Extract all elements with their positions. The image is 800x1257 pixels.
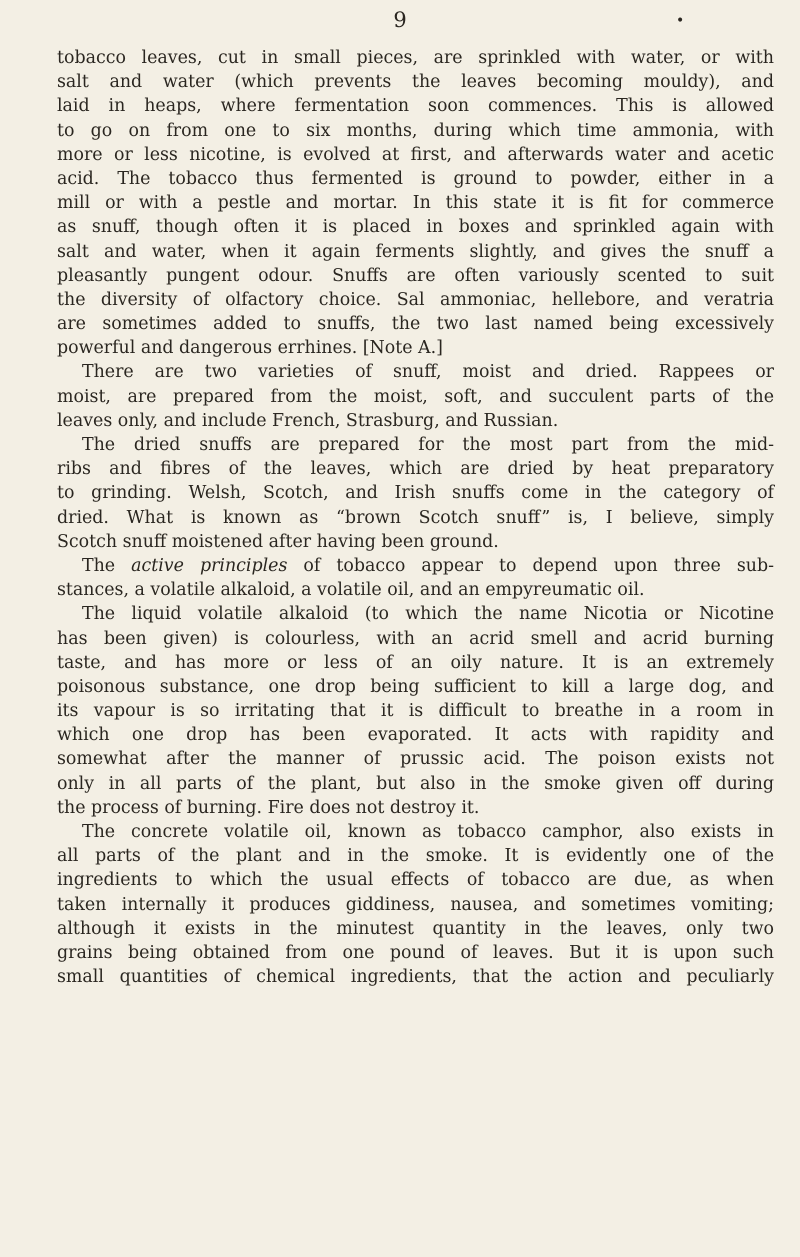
text-line: salt and water (which prevents the leaves becoming mouldy), and [57,72,774,93]
paragraph-snuff-varieties [57,360,774,433]
text-line: stances, a volatile alkaloid, a volatile oil, and an empyreumatic oil. [57,580,645,601]
paragraph-nicotine [57,602,774,820]
text-line: although it exists in the minutest quantity in the leaves, only two [57,918,774,939]
text-line: more or less nicotine, is evolved at first, and afterwards water and acetic [57,144,774,165]
text-line: are sometimes added to snuffs, the two last named being excessively [57,314,774,335]
text-line: to grinding. Welsh, Scotch, and Irish snuffs come in the category of [57,483,774,504]
text-line: its vapour is so irritating that it is difficult to breathe in a room in [57,701,774,722]
text-line: somewhat after the manner of prussic acid. The poison exists not [57,749,774,770]
text-line: tobacco leaves, cut in small pieces, are sprinkled with water, or with [57,48,774,68]
text-line: dried. What is known as “brown Scotch snuff” is, I believe, simply [57,507,774,528]
text-line: small quantities of chemical ingredients, that the action and peculiarly [57,967,774,988]
text-line: ingredients to which the usual effects of tobacco are due, as when [57,870,774,891]
paragraph-tobacco-camphor [57,820,774,989]
text-line: salt and water, when it again ferments slightly, and gives the snuff a [57,241,774,262]
text-line: ribs and fibres of the leaves, which are dried by heat preparatory [57,459,774,480]
italic-phrase: active principles [131,555,288,576]
text-line: The dried snuffs are prepared for the most part from the mid- [82,435,774,455]
line-rest: of tobacco appear to depend upon three sub- [287,555,774,576]
paragraph-fermentation [57,46,774,360]
text-line: the diversity of olfactory choice. Sal ammoniac, hellebore, and veratria [57,289,774,310]
text-line: leaves only, and include French, Strasburg, and Russian. [57,410,559,431]
text-line: The liquid volatile alkaloid (to which the name Nicotia or Nicotine [82,604,774,625]
text-line: the process of burning. Fire does not destroy it. [57,797,480,818]
page-mark: • [676,13,685,29]
text-line: acid. The tobacco thus fermented is ground to powder, either in a [57,168,774,189]
text-line: pleasantly pungent odour. Snuffs are often variously scented to suit [57,265,774,286]
text-line: moist, are prepared from the moist, soft, and succulent parts of the [57,386,774,407]
body-text [57,46,774,989]
text-line: taste, and has more or less of an oily nature. It is an extremely [57,652,774,673]
lead-word: The [82,555,116,576]
text-line: all parts of the plant and in the smoke. It is evidently one of the [57,846,774,867]
text-line: powerful and dangerous errhines. [Note A.] [57,338,443,359]
text-line: grains being obtained from one pound of leaves. But it is upon such [57,942,774,963]
text-line: as snuff, though often it is placed in boxes and sprinkled again with [57,217,774,238]
paragraph-dried-snuffs [57,433,774,554]
text-line: which one drop has been evaporated. It acts with rapidity and [57,725,774,746]
text-line: There are two varieties of snuff, moist and dried. Rappees or [82,362,774,383]
text-line [57,554,774,578]
text-line: laid in heaps, where fermentation soon commences. This is allowed [57,96,774,117]
text-line: to go on from one to six months, during which time ammonia, with [57,120,774,141]
text-line: only in all parts of the plant, but also in the smoke given off during [57,773,774,794]
text-line: Scotch snuff moistened after having been ground. [57,531,499,552]
text-line: mill or with a pestle and mortar. In this state it is fit for commerce [57,193,774,214]
text-line: The concrete volatile oil, known as tobacco camphor, also exists in [82,822,774,842]
text-line: taken internally it produces giddiness, nausea, and sometimes vomiting; [57,894,774,915]
paragraph-active-principles [57,554,774,602]
page-number: 9 [393,8,407,32]
text-line: has been given) is colourless, with an acrid smell and acrid burning [57,628,774,649]
text-line: poisonous substance, one drop being sufficient to kill a large dog, and [57,676,774,697]
